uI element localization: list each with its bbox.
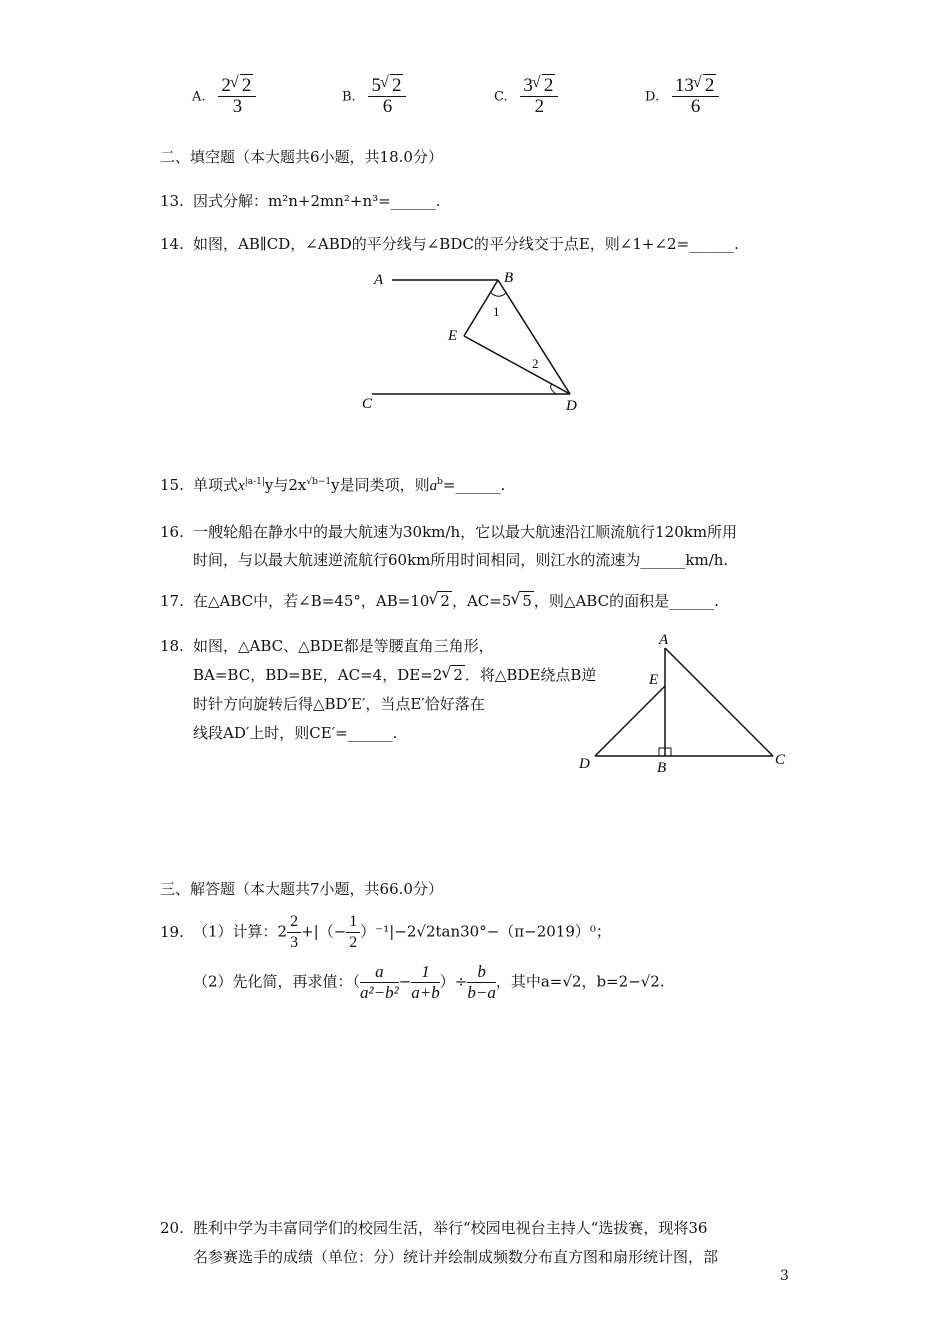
- label-d: D: [579, 756, 590, 772]
- q19-p2-minus: −: [398, 972, 412, 991]
- section3-title: 三、解答题（本大题共7小题，共66.0分）: [160, 880, 443, 898]
- question-17: [160, 590, 719, 611]
- label-a: A: [659, 632, 669, 648]
- segment-ed: [464, 336, 570, 394]
- question-number: 14.: [160, 235, 184, 253]
- option-letter: D.: [645, 89, 660, 105]
- q12-option-a: [192, 76, 256, 117]
- q12-option-d: [645, 76, 719, 117]
- q17-pre: 在△ABC中，若∠B=45°，AB=10: [193, 592, 430, 610]
- question-text: 因式分解：m²n+2mn²+n³=______.: [193, 192, 441, 210]
- q20-line2: 名参赛选手的成绩（单位：分）统计并绘制成频数分布直方图和扇形统计图，部: [193, 1248, 719, 1266]
- question-15: [160, 474, 505, 495]
- q15-exp3: b: [437, 477, 443, 487]
- q18-line1: 如图，△ABC、△BDE都是等腰直角三角形，: [193, 637, 494, 655]
- question-16: [160, 518, 737, 574]
- q17-post: ，则△ABC的面积是______.: [533, 592, 719, 610]
- option-letter: C.: [494, 89, 508, 105]
- label-b: B: [657, 760, 667, 776]
- q19-p2-div: ）÷: [439, 972, 468, 991]
- label-e: E: [649, 672, 659, 688]
- q19-frac-b: $\frac{b}{b-a}$: [467, 962, 496, 1002]
- option-letter: A.: [192, 89, 206, 105]
- q19-p1-pre: （1）计算：2: [193, 922, 288, 941]
- q12-option-c: [494, 76, 558, 117]
- q19-p1-post: ）⁻¹|−2√2tan30°−（π−2019）⁰；: [360, 922, 611, 941]
- question-number: 13.: [160, 192, 184, 210]
- question-13: [160, 190, 441, 211]
- q19-p2-pre: （2）先化简，再求值：（: [193, 972, 361, 991]
- question-number: 20.: [160, 1219, 184, 1237]
- q15-mid1: y与2x: [264, 476, 307, 494]
- question-14: [160, 233, 739, 254]
- question-number: 15.: [160, 476, 184, 494]
- q15-pre: 单项式: [193, 476, 239, 494]
- section2-title: 二、填空题（本大题共6小题，共18.0分）: [160, 148, 443, 166]
- q18-line3: 时针方向旋转后得△BD′E′，当点E′恰好落在: [193, 695, 485, 713]
- question-19-part2: [193, 962, 665, 1003]
- q20-line1: 胜利中学为丰富同学们的校园生活，举行“校园电视台主持人“选拔赛，现将36: [193, 1219, 708, 1237]
- question-number: 19.: [160, 922, 184, 941]
- option-fraction: $\frac{5√ 2}{6}$: [368, 76, 406, 117]
- q14-figure: [360, 266, 600, 416]
- label-b: B: [504, 270, 514, 286]
- question-20: [160, 1214, 718, 1272]
- q15-exp1: |a-1|: [244, 477, 265, 487]
- question-text: 如图，AB∥CD，∠ABD的平分线与∠BDC的平分线交于点E，则∠1+∠2=______.: [193, 235, 739, 253]
- q15-exp2: √b−1: [306, 477, 332, 487]
- q15-end: =______.: [442, 476, 506, 494]
- q19-frac-a: $\frac{a}{\text{a²−b²}}$: [360, 962, 399, 1002]
- angle-1-arc: [490, 292, 506, 296]
- segment-ac: [665, 648, 773, 756]
- question-19-part1: [160, 912, 611, 953]
- q15-mid2: y是同类项，则: [331, 476, 430, 494]
- q19-p2-post: ，其中a=√2，b=2−√2.: [495, 972, 665, 991]
- option-fraction: $\frac{13√ 2}{6}$: [672, 76, 720, 117]
- label-c: C: [775, 752, 786, 768]
- q12-option-b: [342, 76, 406, 117]
- label-1: 1: [493, 304, 500, 319]
- q19-p1-mid: +|（−: [301, 922, 347, 941]
- label-d: D: [566, 398, 577, 414]
- q17-mid: ，AC=5: [451, 592, 512, 610]
- label-2: 2: [532, 356, 539, 371]
- option-fraction: $\frac{3√ 2}{2}$: [520, 76, 558, 117]
- q18-line4: 线段AD′上时，则CE′=______.: [193, 724, 398, 742]
- label-c: C: [362, 396, 373, 412]
- question-text-line2: 时间，与以最大航速逆流航行60km所用时间相同，则江水的流速为______km/h.: [193, 551, 729, 569]
- q18-line2b: ．将△BDE绕点B逆: [464, 666, 597, 684]
- q15-a: a: [429, 478, 438, 494]
- q17-sqrt1: √ 2: [429, 592, 452, 610]
- label-e: E: [448, 328, 458, 344]
- option-fraction: $\frac{2√ 2}{3}$: [218, 76, 256, 117]
- label-a: A: [374, 272, 384, 288]
- question-number: 16.: [160, 523, 184, 541]
- question-number: 17.: [160, 592, 184, 610]
- question-18: [160, 632, 596, 748]
- q19-frac-2-3: $\frac{2}{3}$: [287, 912, 301, 953]
- q19-frac-1: $\frac{1}{a+b}$: [411, 962, 440, 1002]
- q18-figure: [575, 628, 795, 778]
- q18-sqrt: √ 2: [442, 661, 465, 690]
- question-number: 18.: [160, 637, 184, 655]
- segment-bd: [498, 280, 570, 394]
- q17-sqrt2: √ 5: [511, 592, 534, 610]
- q19-frac-1-2: $\frac{1}{2}$: [346, 912, 360, 953]
- q15-x: x: [238, 478, 245, 494]
- question-text-line1: 一艘轮船在静水中的最大航速为30km/h，它以最大航速沿江顺流航行120km所用: [193, 523, 738, 541]
- segment-de: [595, 686, 665, 756]
- option-letter: B.: [342, 89, 356, 105]
- page-number: 3: [780, 1268, 789, 1284]
- q18-line2a: BA=BC，BD=BE，AC=4，DE=2: [193, 666, 443, 684]
